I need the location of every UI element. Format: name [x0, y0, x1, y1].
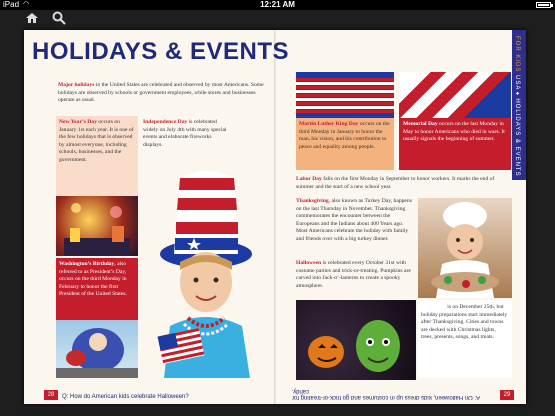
sidebar-section-label: USA✦HOLIDAYS & EVENTS — [514, 75, 520, 177]
page-title: HOLIDAYS & EVENTS — [32, 38, 289, 65]
book-spine — [274, 30, 276, 404]
christmas-body: is on December 25th, but holiday preparations start immediately after Thanksgiving. Cities and towns are decked with Christmas lights, trees, presents, songs, and treats. — [421, 304, 508, 341]
independence-body: is celebrated widely on July 4th with many special events and elaborate fireworks displays. — [143, 119, 227, 148]
memorial-flag-image — [399, 72, 511, 118]
christmas-lead: Christmas — [421, 304, 446, 310]
washington-body: , also referred to as President’s Day, occurs on the third Monday in February to honor the first President of the United States. — [59, 261, 127, 298]
page-number-left: 28 — [44, 390, 58, 400]
mlk-body: occurs on the third Monday in January to honor the man, his vision, and his contribution to peace and equality among people. — [299, 121, 390, 150]
intro-lead: Major holidays — [58, 82, 95, 88]
new-year-body: occurs on January 1st each year. It is one of the few holidays that is observed by almost everyone, including schools, businesses, and the government. — [59, 119, 134, 163]
new-year-lead: New Year’s Day — [59, 119, 97, 125]
search-icon[interactable] — [50, 10, 68, 28]
halloween-costume-image — [296, 300, 416, 380]
battery-icon — [536, 2, 551, 8]
section-tab[interactable] — [512, 30, 526, 180]
halloween-lead: Halloween — [296, 260, 322, 266]
status-bar — [0, 0, 555, 10]
footer-answer: A: On Halloween, kids dress up in costumes and go trick-or-treating for candy. — [292, 388, 481, 400]
page-number-right: 29 — [500, 390, 514, 400]
book-spread — [24, 30, 526, 404]
washington-lead: Washington’s Birthday — [59, 261, 115, 267]
clock: 12:21 AM — [260, 0, 295, 9]
independence-lead: Independence Day — [143, 119, 188, 125]
reader-toolbar — [0, 10, 555, 28]
labor-body: falls on the first Monday in September to honor workers. It marks the end of summer and the start of a new school year. — [296, 176, 495, 190]
library-icon[interactable] — [23, 10, 41, 28]
halloween-text — [296, 260, 414, 290]
thanksgiving-lead: Thanksgiving — [296, 198, 329, 204]
mlk-card — [296, 118, 394, 170]
thanksgiving-text — [296, 198, 414, 243]
sidebar-kids-label: FOR KIDS — [514, 36, 520, 73]
labor-lead: Labor Day — [296, 176, 322, 182]
memorial-card — [399, 118, 511, 170]
thanksgiving-body: , also known as Turkey Day, happens on the last Thursday in November. Thanksgiving commemorates the encounter between the Europeans and the Indians about 400 Years ago. Most Americans celebrate the holiday with family and friends over with a big turkey dinner. — [296, 198, 412, 242]
footer-question: Q: How do American kids celebrate Halloween? — [62, 394, 189, 400]
new-year-celebration-image — [56, 196, 138, 256]
halloween-body: is celebrated every October 31st with costume parties and trick-or-treating. Pumpkins are carved into Jack-o’-lanterns to create a spooky atmosphere. — [296, 260, 411, 289]
memorial-body: occurs on the last Monday in May to honor Americans who died in wars. It usually signals the beginning of summer. — [403, 121, 505, 143]
wifi-icon: ◠ — [23, 1, 30, 8]
intro-body: in the United States are celebrated and observed by most Americans. Some holidays are observed by schools or government employees, while stores and businesses operate as usual. — [58, 82, 264, 104]
parade-balloon-image — [56, 320, 138, 378]
american-flag-image — [156, 326, 206, 366]
mlk-flags-image — [296, 72, 394, 118]
new-year-card — [56, 116, 138, 196]
christmas-card — [418, 300, 512, 378]
labor-text — [296, 176, 510, 191]
mlk-lead: Martin Luther King Day — [299, 121, 359, 127]
chef-girl-image — [418, 198, 512, 298]
memorial-lead: Memorial Day — [403, 121, 438, 127]
intro-text — [58, 82, 266, 105]
washington-card — [56, 258, 138, 320]
device-label: iPad — [3, 0, 20, 9]
